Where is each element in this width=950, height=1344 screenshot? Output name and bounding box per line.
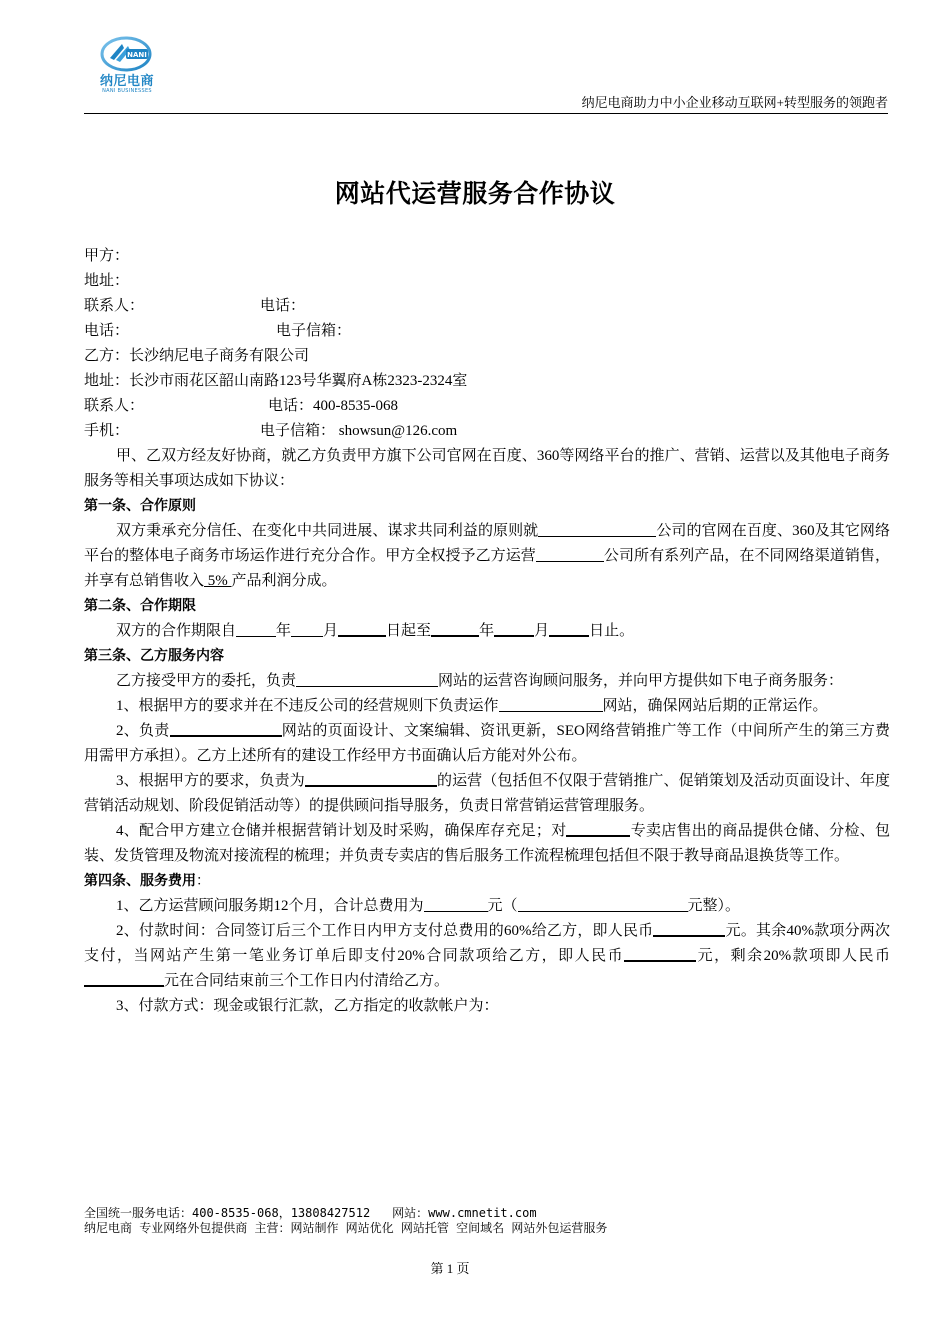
article3-item2a: 2、负责 xyxy=(116,723,170,739)
article4-item2c: 元，剩余20%款项即人民币 xyxy=(696,948,891,964)
logo-text-en: NANI BUSINESSES xyxy=(102,88,152,94)
party-a-phone2-label: 电话： xyxy=(84,323,130,339)
item3-target-blank xyxy=(305,770,437,787)
party-b-mobile-row xyxy=(84,419,890,444)
year-label: 年 xyxy=(276,623,292,639)
party-b-address: 地址：长沙市雨花区韶山南路123号华翼府A栋2323-2324室 xyxy=(84,373,468,389)
party-b-email: 电子信箱： showsun@126.com xyxy=(260,423,458,439)
party-b-name: 乙方：长沙纳尼电子商务有限公司 xyxy=(84,348,310,364)
document-body xyxy=(84,244,890,1019)
article1-text1: 双方秉承充分信任、在变化中共同进展、谋求共同利益的原则就 xyxy=(116,523,539,539)
profit-share-percent: 5% xyxy=(204,573,232,589)
total-fee-words-blank xyxy=(518,896,688,912)
item1-website-blank xyxy=(499,696,603,712)
article4-item1b: 元（ xyxy=(487,898,518,914)
article3-item3b: 的运营（包括但不仅限于营销推广、促销策划及活动页面设计、年度营销活动规划、阶段促销活动等）的提供顾问指导服务，负责日常营销运营管理服务。 xyxy=(84,773,890,814)
article4-item2b: 元。其余40%款项分两次支付，当网站产生第一笔业务订单后即支付20%合同款项给乙方，即人民币 xyxy=(84,923,890,964)
total-fee-blank xyxy=(424,896,488,912)
party-a-email-label: 电子信箱： xyxy=(276,323,352,339)
article3-item4a: 4、配合甲方建立仓储并根据营销计划及时采购，确保库存充足；对 xyxy=(116,823,567,839)
article1-text4: 产品利润分成。 xyxy=(231,573,337,589)
page-footer xyxy=(84,1206,607,1236)
article4-item2a: 2、付款时间：合同签订后三个工作日内甲方支付总费用的60%给乙方，即人民币 xyxy=(116,923,654,939)
party-a-contact-label: 联系人： xyxy=(84,298,145,314)
party-a-phone-row xyxy=(84,319,890,344)
party-b-contact-label: 联系人： xyxy=(84,398,145,414)
article3-item4 xyxy=(84,819,890,869)
article1-text2: 公司的官网在百度、360及其它网络平台的整体电子商务市场运作进行充分合作。甲方全权授予乙方运营 xyxy=(84,523,890,564)
article1-paragraph xyxy=(84,519,890,594)
article3-intro xyxy=(84,669,890,694)
party-b-phone: 电话：400-8535-068 xyxy=(268,398,398,414)
article1-text3: 公司所有系列产品，在不同网络渠道销售，并享有总销售收入 xyxy=(84,548,890,589)
party-a-address xyxy=(84,269,890,294)
final-payment-blank xyxy=(84,970,164,987)
article3-item2b: 网站的页面设计、文案编辑、资讯更新，SEO网络营销推广等工作（中间所产生的第三方费用需甲方承担）。乙方上述所有的建设工作经甲方书面确认后方能对外公布。 xyxy=(84,723,890,764)
article3-item2 xyxy=(84,719,890,769)
article3-heading: 第三条、乙方服务内容 xyxy=(84,648,224,664)
article4-item1c: 元整）。 xyxy=(687,898,741,914)
second-payment-blank xyxy=(624,945,696,962)
page-number: 第 1 页 xyxy=(430,1261,470,1276)
document-title: 网站代运营服务合作协议 xyxy=(334,179,616,208)
article2-heading: 第二条、合作期限 xyxy=(84,598,196,614)
article3-item1 xyxy=(84,694,890,719)
first-payment-blank xyxy=(653,920,725,937)
end-day-blank xyxy=(549,620,589,637)
party-a-phone-label: 电话： xyxy=(260,298,306,314)
article3-intro2: 网站的运营咨询顾问服务，并向甲方提供如下电子商务服务： xyxy=(438,673,844,689)
header-divider xyxy=(84,113,888,114)
article4-item2d: 元在合同结束前三个工作日内付清给乙方。 xyxy=(164,973,450,989)
article4-item2 xyxy=(84,919,890,994)
article4-heading xyxy=(84,869,890,894)
month2-label: 月 xyxy=(534,623,550,639)
footer-line2: 纳尼电商 专业网络外包提供商 主营：网站制作 网站优化 网站托管 空间域名 网站外包运营服务 xyxy=(84,1221,608,1235)
item4-store-blank xyxy=(566,820,630,837)
article3-item1b: 网站，确保网站后期的正常运作。 xyxy=(602,698,828,714)
article3-item1a: 1、根据甲方的要求并在不违反公司的经营规则下负责运作 xyxy=(116,698,499,714)
end-month-blank xyxy=(494,620,534,637)
party-a-label: 甲方： xyxy=(84,248,130,264)
party-b-mobile-label: 手机： xyxy=(84,423,130,439)
start-day-blank xyxy=(338,620,386,637)
company-logo xyxy=(92,36,162,96)
start-month-blank xyxy=(291,621,323,637)
article4-heading-text: 第四条、服务费用 xyxy=(84,873,196,889)
header-slogan: 纳尼电商助力中小企业移动互联网+转型服务的领跑者 xyxy=(581,95,888,110)
article3-item4b: 专卖店售出的商品提供仓储、分检、包装、发货管理及物流对接流程的梳理；并负责专卖店的售后服务工作流程梳理包括但不限于教导商品退换货等工作。 xyxy=(84,823,890,864)
article1-heading: 第一条、合作原则 xyxy=(84,498,196,514)
company-name-blank xyxy=(538,521,656,537)
article3-intro1: 乙方接受甲方的委托，负责 xyxy=(116,673,297,689)
article4-heading-colon: ： xyxy=(196,873,210,889)
logo-text-cn: 纳尼电商 xyxy=(99,74,154,89)
footer-phone: 全国统一服务电话：400-8535-068，13808427512 xyxy=(84,1206,371,1220)
month-label: 月 xyxy=(323,623,339,639)
day-end-label: 日止。 xyxy=(589,623,635,639)
company-name-blank-2 xyxy=(536,546,604,562)
article2-text1: 双方的合作期限自 xyxy=(116,623,237,639)
website-name-blank xyxy=(296,671,438,687)
item2-website-blank xyxy=(170,720,282,737)
party-b-contact-row xyxy=(84,394,890,419)
article4-item1 xyxy=(84,894,890,919)
article3-item3a: 3、根据甲方的要求，负责为 xyxy=(116,773,305,789)
year2-label: 年 xyxy=(479,623,495,639)
party-a-name xyxy=(84,244,890,269)
day-from-label: 日起至 xyxy=(386,623,432,639)
footer-line1 xyxy=(84,1206,607,1221)
article4-item1a: 1、乙方运营顾问服务期12个月，合计总费用为 xyxy=(116,898,424,914)
article3-item3 xyxy=(84,769,890,819)
article4-item3: 3、付款方式：现金或银行汇款，乙方指定的收款帐户为： xyxy=(116,998,499,1014)
footer-website: 网站：www.cmnetit.com xyxy=(392,1206,537,1220)
party-a-address-label: 地址： xyxy=(84,273,130,289)
nani-logo-icon xyxy=(100,36,152,72)
logo-mark-text: NANI xyxy=(127,51,147,59)
article2-paragraph xyxy=(84,619,890,644)
start-year-blank xyxy=(236,621,276,637)
intro-paragraph: 甲、乙双方经友好协商，就乙方负责甲方旗下公司官网在百度、360等网络平台的推广、营销、运营以及其他电子商务服务等相关事项达成如下协议： xyxy=(84,448,890,489)
party-a-contact-row xyxy=(84,294,890,319)
end-year-blank xyxy=(431,620,479,637)
